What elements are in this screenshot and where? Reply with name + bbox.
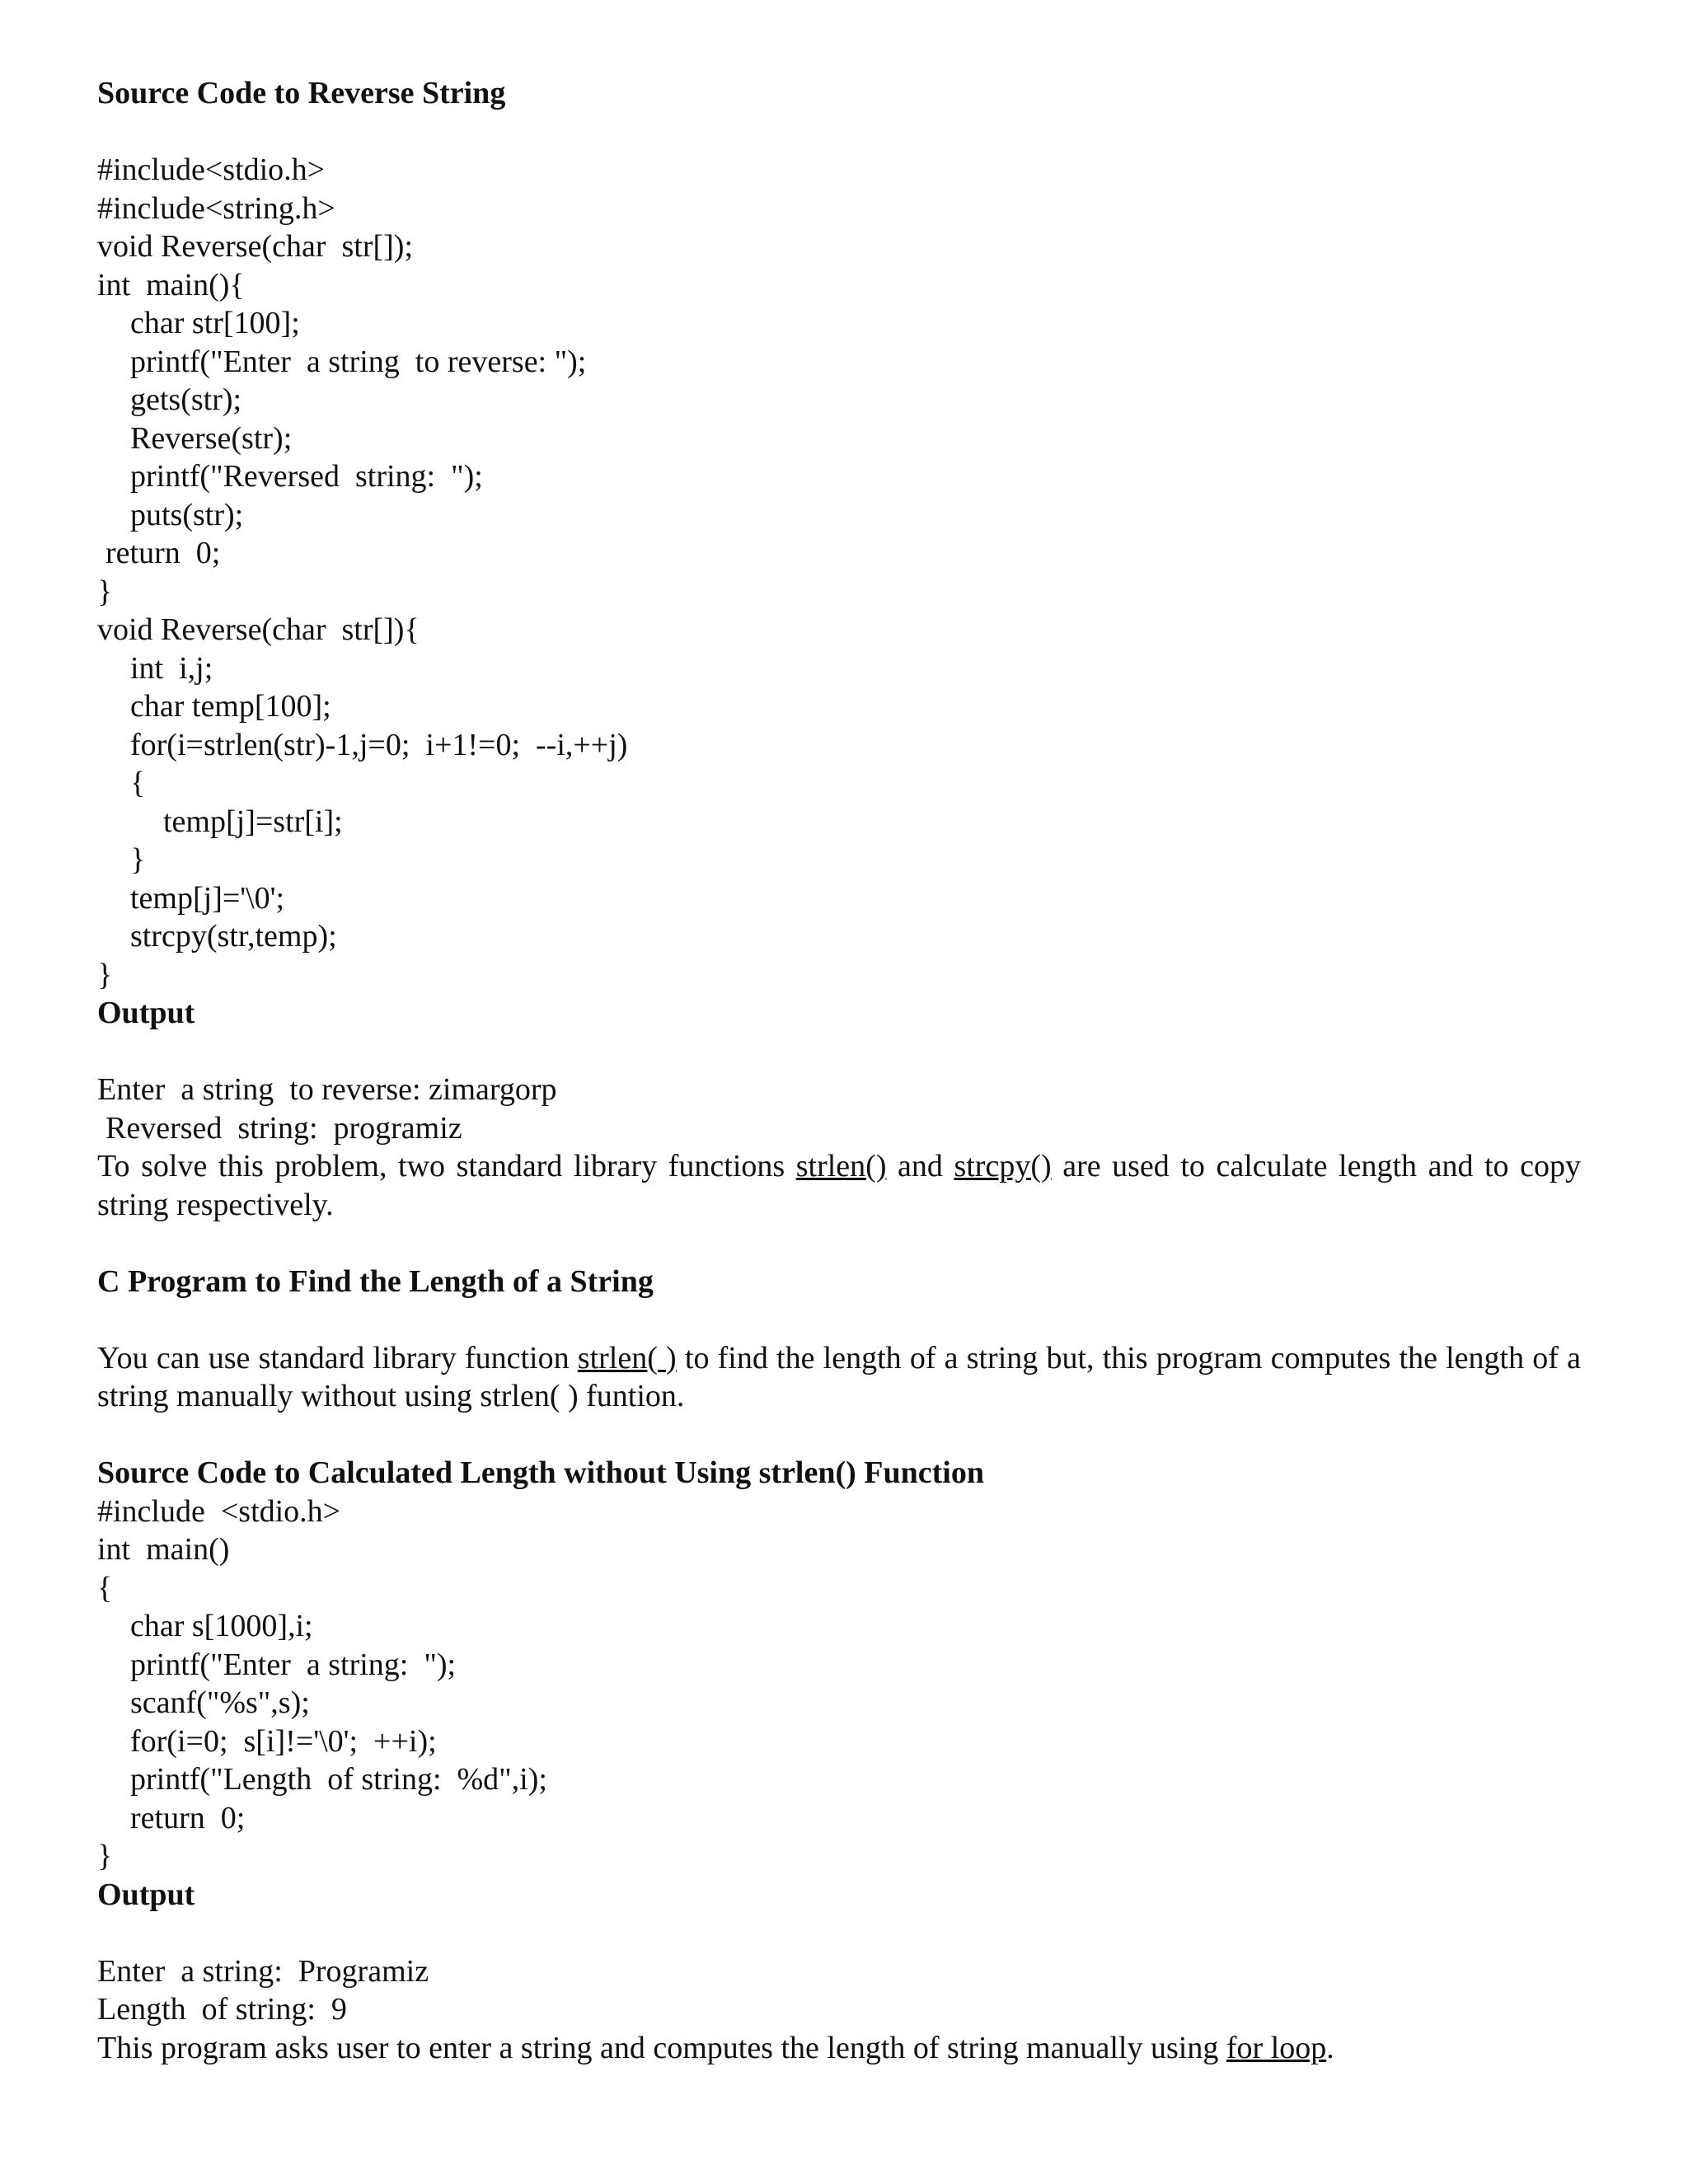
code-line: temp[j]=str[i]; xyxy=(163,804,343,839)
paragraph-text: and xyxy=(886,1149,954,1183)
reverse-string-code-block xyxy=(97,151,1581,994)
code-line: for(i=0; s[i]!='\0'; ++i); xyxy=(130,1723,437,1759)
output-line: Length of string: 9 xyxy=(97,1992,347,2027)
for-loop-link[interactable]: for loop xyxy=(1226,2030,1327,2065)
code-line: for(i=strlen(str)-1,j=0; i+1!=0; --i,++j) xyxy=(130,727,628,762)
code-line: return 0; xyxy=(106,536,221,570)
code-line: #include <stdio.h> xyxy=(97,1493,341,1529)
code-line: #include<string.h> xyxy=(97,190,335,226)
paragraph-text: are used to calculate length and to copy string respectively. xyxy=(97,1149,1581,1222)
length-explanation-paragraph xyxy=(97,2029,1581,2068)
code-line: char str[100]; xyxy=(130,306,300,340)
code-line: { xyxy=(130,766,146,800)
paragraph-text: To solve this problem, two standard library functions xyxy=(97,1149,796,1183)
code-line: void Reverse(char str[]){ xyxy=(97,612,420,647)
code-line: printf("Length of string: %d",i); xyxy=(130,1762,547,1797)
strlen-function-link[interactable]: strlen( ) xyxy=(577,1340,677,1376)
output-heading: Output xyxy=(97,1877,195,1912)
code-line: #include<stdio.h> xyxy=(97,152,326,187)
code-line: } xyxy=(97,957,113,992)
code-line: char temp[100]; xyxy=(130,689,331,724)
code-line: char s[1000],i; xyxy=(130,1609,313,1643)
string-length-paragraph xyxy=(97,1339,1581,1416)
paragraph-text: to find the length of a string but, this program computes the length of a string manually without using strlen( ) funtion. xyxy=(97,1340,1581,1413)
code-line: int i,j; xyxy=(130,650,213,686)
code-line: scanf("%s",s); xyxy=(130,1685,310,1720)
output-heading: Output xyxy=(97,996,195,1030)
code-line: } xyxy=(97,574,113,609)
paragraph-text: This program asks user to enter a string and computes the length of string manually using xyxy=(97,2030,1226,2065)
code-line: } xyxy=(97,1839,113,1873)
paragraph-text: You can use standard library function xyxy=(97,1340,578,1376)
strlen-link[interactable]: strlen() xyxy=(795,1149,887,1183)
string-length-heading: C Program to Find the Length of a String xyxy=(97,1263,654,1299)
code-line: int main() xyxy=(97,1532,230,1567)
reverse-explanation-paragraph xyxy=(97,1147,1581,1224)
output-line: Enter a string to reverse: zimargorp xyxy=(97,1072,557,1107)
code-line: Reverse(str); xyxy=(130,420,293,456)
code-line: { xyxy=(97,1570,113,1605)
code-line: printf("Enter a string: "); xyxy=(130,1647,457,1682)
code-line: return 0; xyxy=(130,1800,246,1835)
length-without-strlen-heading: Source Code to Calculated Length without Using strlen() Function xyxy=(97,1455,984,1490)
output-line: Enter a string: Programiz xyxy=(97,1953,429,1989)
document-page xyxy=(97,74,1581,2067)
code-line: int main(){ xyxy=(97,267,245,302)
code-line: temp[j]='\0'; xyxy=(130,880,285,916)
code-line: printf("Enter a string to reverse: "); xyxy=(130,344,587,379)
paragraph-text: . xyxy=(1326,2030,1334,2065)
code-line: puts(str); xyxy=(130,497,244,532)
reverse-string-heading: Source Code to Reverse String xyxy=(97,76,506,110)
strcpy-link[interactable]: strcpy() xyxy=(954,1149,1052,1183)
code-line: gets(str); xyxy=(130,382,242,417)
output-line: Reversed string: programiz xyxy=(106,1110,462,1146)
code-line: printf("Reversed string: "); xyxy=(130,459,483,494)
code-line: void Reverse(char str[]); xyxy=(97,229,414,264)
length-code-block xyxy=(97,1493,1581,1876)
code-line: strcpy(str,temp); xyxy=(130,919,337,954)
code-line: } xyxy=(130,842,146,877)
